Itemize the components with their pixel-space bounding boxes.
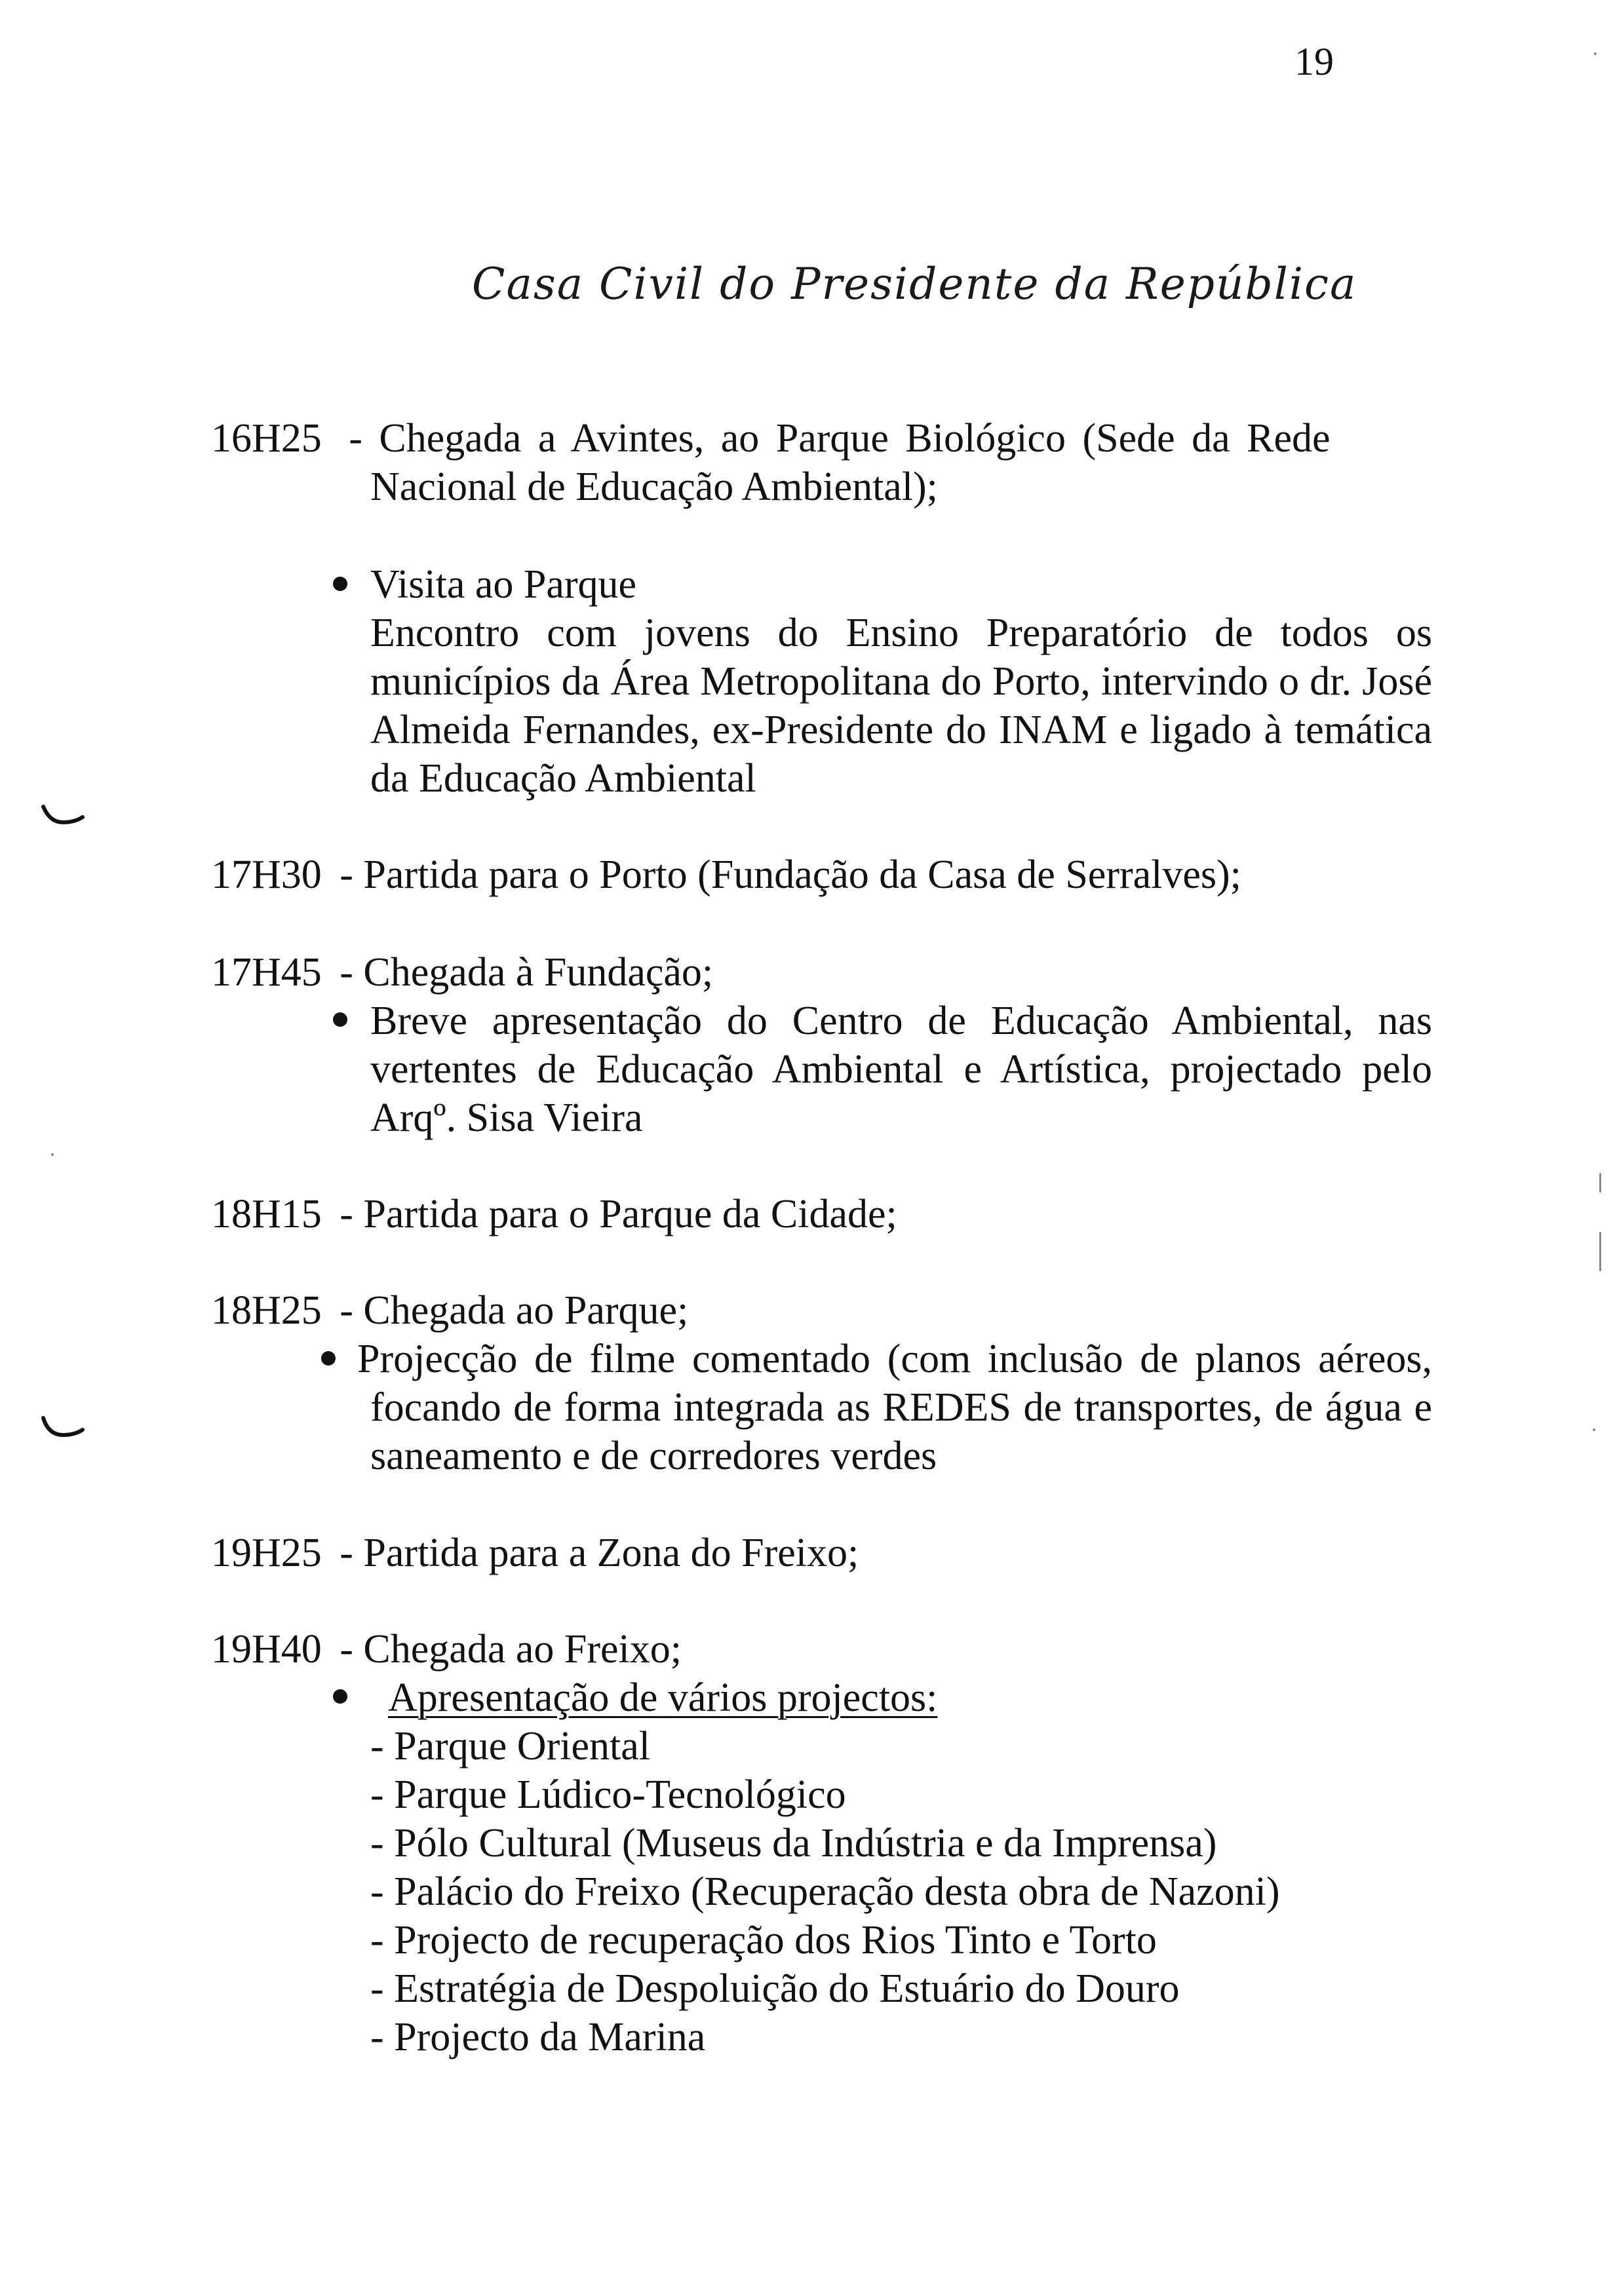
- schedule-entry-1815: [211, 1190, 897, 1238]
- bullet-body: Breve apresentação do Centro de Educação Ambiental, nas vertentes de Educação Ambiental e Artística, projectado pelo Arqº. Sisa Vieira: [370, 999, 1432, 1140]
- projects-heading: [388, 1674, 937, 1722]
- scan-speck: [1599, 1232, 1601, 1271]
- entry-text: - Chegada ao Freixo;: [340, 1627, 682, 1672]
- scan-speck: [1599, 1173, 1601, 1193]
- bullet-body-first-line: Projecção de filme comentado (com inclusão de planos aéreos,: [357, 1337, 1432, 1381]
- entry-text: - Chegada a Avintes, ao Parque Biológico (Sede da Rede: [349, 416, 1331, 461]
- project-item: - Parque Lúdico-Tecnológico: [370, 1772, 846, 1817]
- project-item: - Projecto da Marina: [370, 2015, 706, 2059]
- projects-heading-text: Apresentação de vários projectos:: [388, 1675, 938, 1720]
- bullet-title: Visita ao Parque: [370, 562, 637, 607]
- schedule-entry-1745: [211, 948, 713, 997]
- entry-text: - Partida para o Parque da Cidade;: [340, 1192, 897, 1236]
- scan-speck: [1594, 52, 1597, 55]
- project-item: - Estratégia de Despoluição do Estuário do Douro: [370, 1966, 1180, 2011]
- bullet-icon: [333, 1689, 347, 1704]
- entry-time: 17H45: [211, 950, 322, 995]
- schedule-entry-1625: [211, 414, 1432, 463]
- entry-text: - Chegada ao Parque;: [340, 1288, 689, 1333]
- project-item: - Palácio do Freixo (Recuperação desta obra de Nazoni): [370, 1869, 1280, 1914]
- entry-text: - Partida para o Porto (Fundação da Casa de Serralves);: [340, 852, 1241, 897]
- schedule-entry-1730: [211, 851, 1241, 899]
- handwritten-check-mark: [41, 1415, 87, 1442]
- entry-text: - Partida para a Zona do Freixo;: [340, 1531, 859, 1575]
- project-item: - Parque Oriental: [370, 1724, 650, 1769]
- entry-time: 16H25: [211, 416, 322, 461]
- bullet-body: Encontro com jovens do Ensino Preparatório de todos os municípios da Área Metropolitana do Porto, intervindo o dr. José Almeida Fernandes, ex-Presidente do INAM e ligado à temática da Educação Ambiental: [370, 611, 1432, 801]
- entry-time: 18H15: [211, 1192, 322, 1236]
- entry-time: 18H25: [211, 1288, 322, 1333]
- bullet-icon: [333, 577, 347, 591]
- entry-text: - Chegada à Fundação;: [340, 950, 714, 995]
- letterhead: Casa Civil do Presidente da República: [472, 259, 1357, 309]
- handwritten-check-mark: [41, 803, 87, 829]
- schedule-entry-1925: [211, 1529, 859, 1577]
- scan-speck: [1593, 1428, 1595, 1431]
- entry-text-continued: Nacional de Educação Ambiental);: [370, 465, 938, 509]
- schedule-entry-1940: [211, 1625, 682, 1674]
- scan-speck: [51, 1153, 54, 1156]
- bullet-body-rest: focando de forma integrada as REDES de transportes, de água e saneamento e de corredores verdes: [370, 1385, 1432, 1478]
- project-item: - Projecto de recuperação dos Rios Tinto e Torto: [370, 1918, 1157, 1962]
- entry-time: 19H40: [211, 1627, 322, 1672]
- entry-time: 19H25: [211, 1531, 322, 1575]
- bullet-icon: [321, 1351, 336, 1366]
- project-item: - Pólo Cultural (Museus da Indústria e da Imprensa): [370, 1821, 1217, 1866]
- page-number: 19: [1294, 40, 1334, 83]
- schedule-entry-1825: [211, 1286, 688, 1335]
- bullet-icon: [333, 1012, 347, 1027]
- entry-time: 17H30: [211, 852, 322, 897]
